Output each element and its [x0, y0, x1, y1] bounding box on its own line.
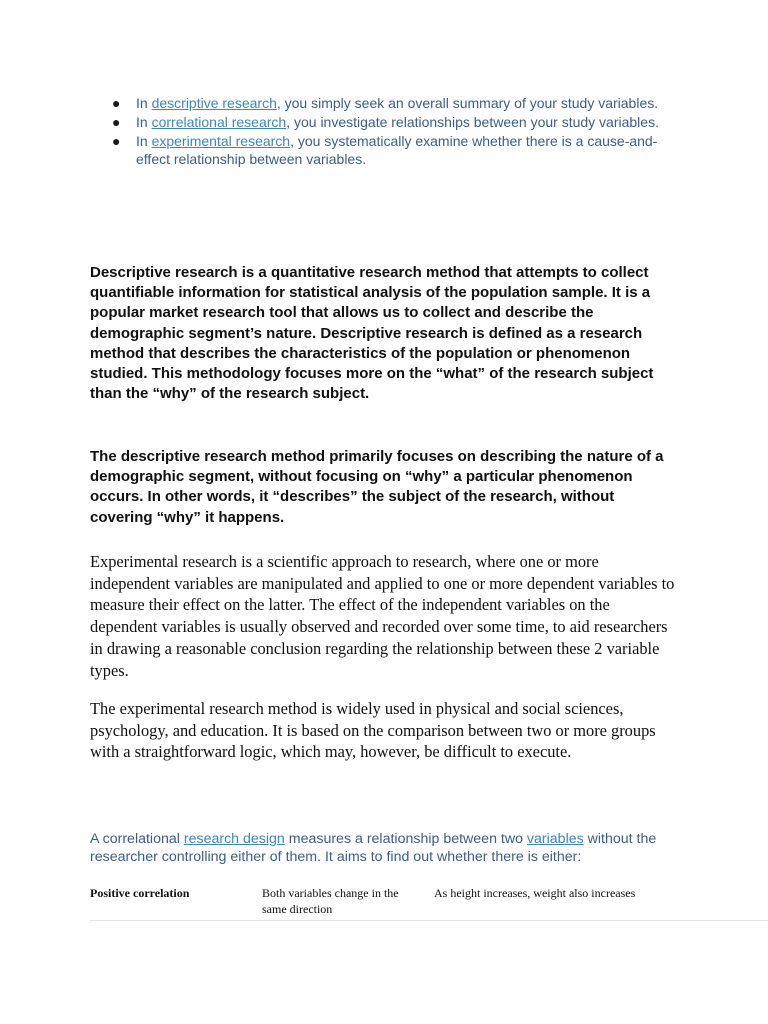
correlational-research-link[interactable]: correlational research	[151, 114, 287, 130]
list-item-text: , you systematically examine whether there is a cause-and-effect relationship between variables.	[136, 133, 658, 167]
variables-link[interactable]: variables	[526, 831, 584, 847]
table-row	[90, 884, 768, 921]
list-item	[90, 132, 680, 168]
correlation-example-cell: As height increases, weight also increases	[434, 886, 636, 900]
list-item-prefix: In	[136, 133, 152, 149]
bullet-icon: ●	[112, 95, 121, 111]
descriptive-research-link[interactable]: descriptive research	[151, 95, 277, 111]
list-item-prefix: In	[136, 114, 152, 130]
experimental-method-paragraph: The experimental research method is widely used in physical and social sciences, psychology, and education. It is based on the comparison between two or more groups with a straightforward logic, which may, however, be difficult to execute.	[90, 699, 656, 762]
experimental-research-link[interactable]: experimental research	[151, 133, 291, 149]
text-segment: A correlational	[90, 831, 184, 847]
correlation-type-cell: Positive correlation	[90, 886, 190, 900]
descriptive-method-paragraph: The descriptive research method primarily focuses on describing the nature of a demographic segment, without focusing on “why” a particular phenomenon occurs. In other words, it “describes” the subject of the research, without covering “why” it happens.	[90, 448, 664, 526]
experimental-research-paragraph: Experimental research is a scientific approach to research, where one or more independent variables are manipulated and applied to one or more dependent variables to measure their effect on the latter. The effect of the independent variables on the dependent variables is usually observed and recorded over some time, to aid researchers in drawing a reasonable conclusion regarding the relationship between these 2 variable types.	[90, 552, 675, 680]
list-item	[90, 113, 680, 131]
correlational-design-paragraph	[90, 830, 690, 866]
text-segment: measures a relationship between two	[284, 831, 527, 847]
list-item-prefix: In	[136, 95, 152, 111]
list-item	[90, 94, 680, 112]
research-types-list	[90, 94, 680, 169]
correlation-description-cell: Both variables change in the same direction	[262, 886, 399, 916]
descriptive-research-paragraph: Descriptive research is a quantitative research method that attempts to collect quantifiable information for statistical analysis of the population sample. It is a popular market research tool that allows us to collect and describe the demographic segment’s nature. Descriptive research is defined as a research method that describes the characteristics of the population or phenomenon studied. This methodology focuses more on the “what” of the research subject than the “why” of the research subject.	[90, 264, 654, 403]
bullet-icon: ●	[112, 133, 121, 149]
bullet-icon: ●	[112, 114, 121, 130]
research-design-link[interactable]: research design	[183, 831, 285, 847]
list-item-text: , you investigate relationships between your study variables.	[286, 114, 659, 130]
list-item-text: , you simply seek an overall summary of your study variables.	[276, 95, 659, 111]
text-segment: without the researcher controlling either of them. It aims to find out whether there is either:	[90, 831, 657, 865]
